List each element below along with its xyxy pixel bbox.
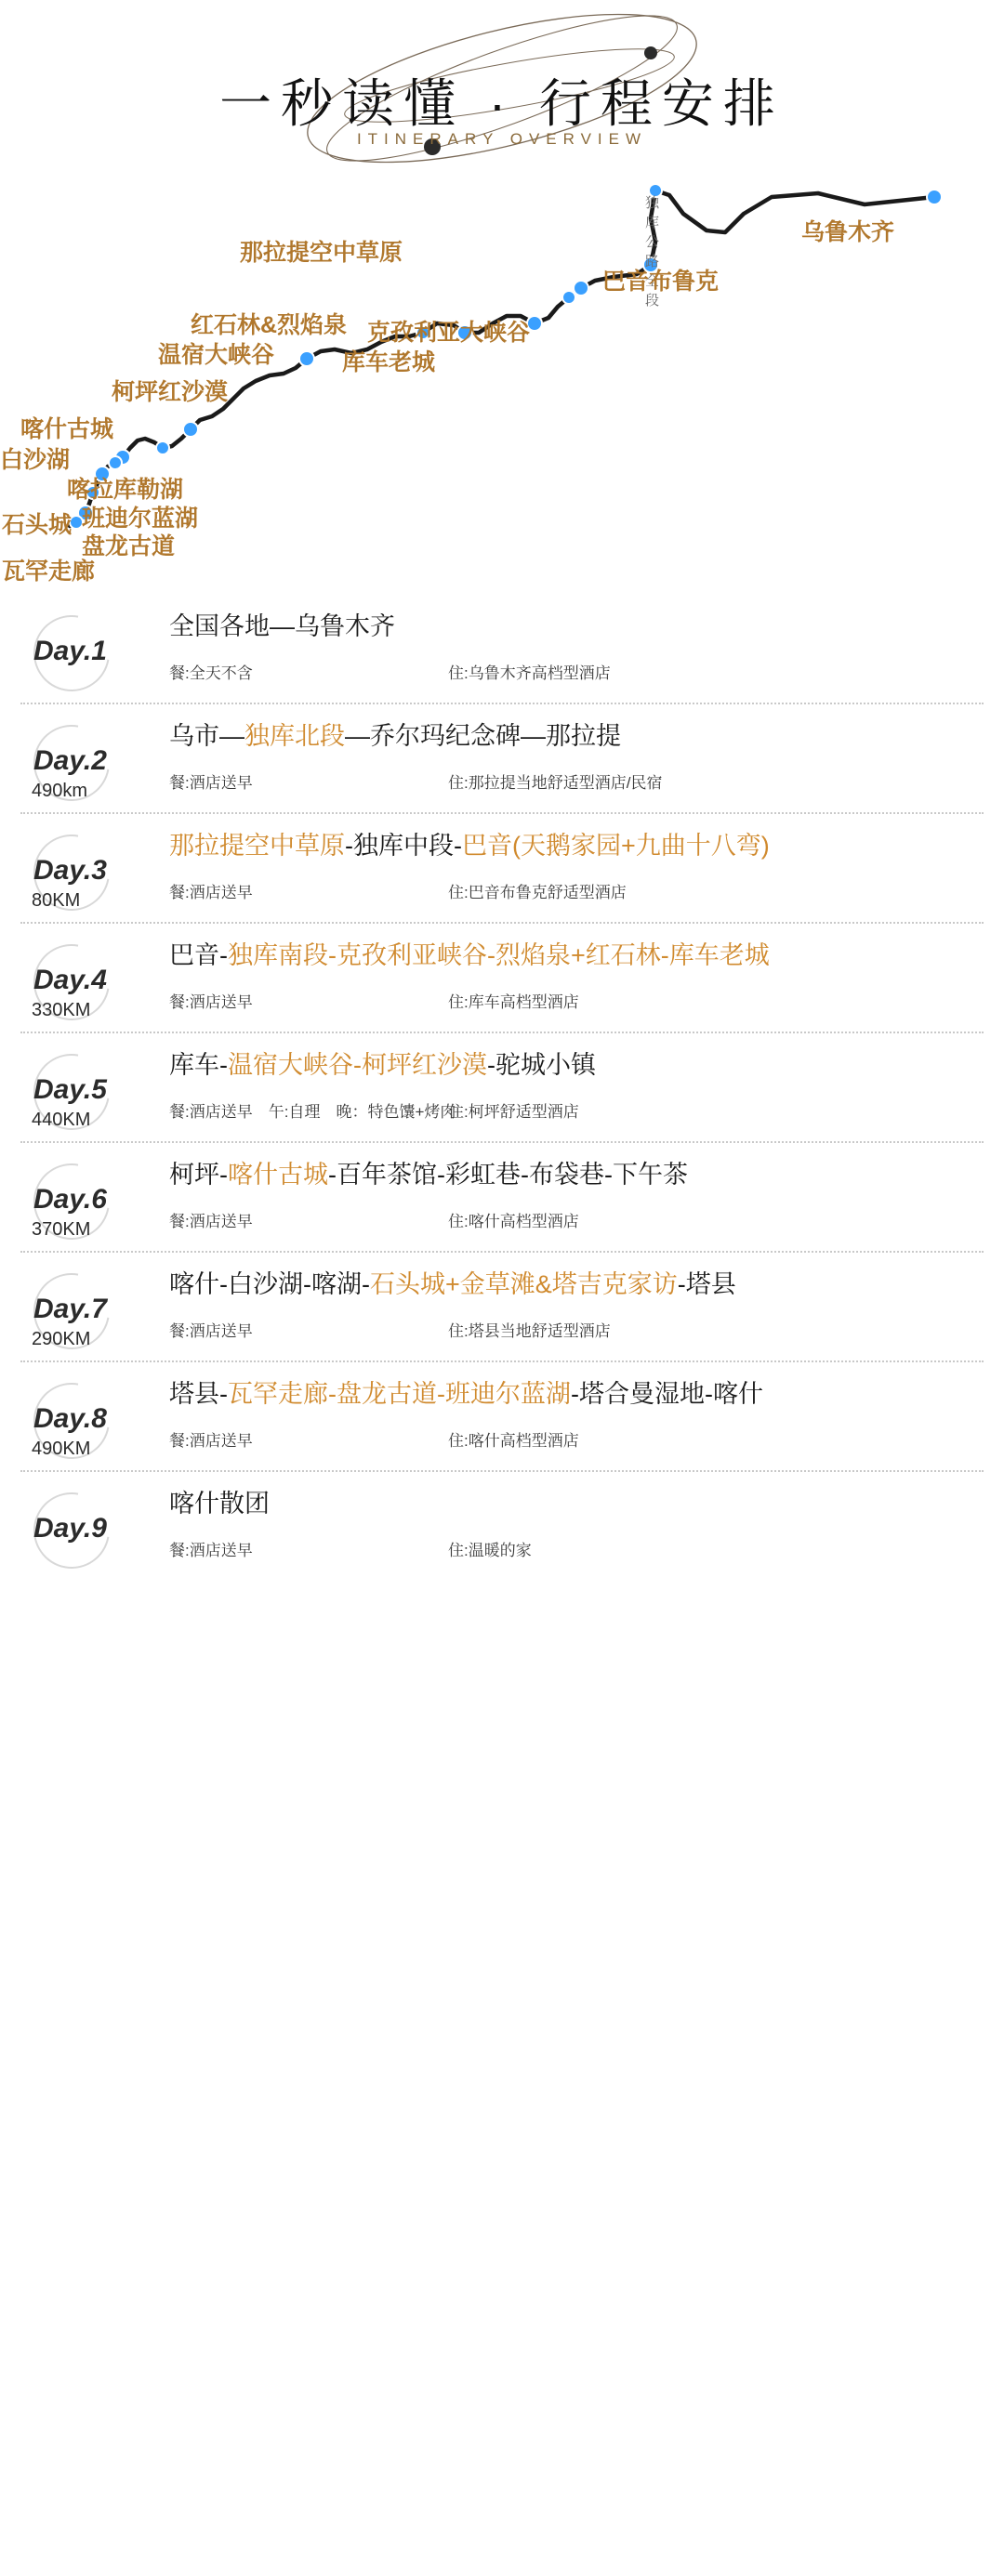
day-badge bbox=[28, 1271, 158, 1349]
day-stay: 住:喀什高档型酒店 bbox=[448, 1212, 579, 1230]
day-badge bbox=[28, 1381, 158, 1459]
route-seg-highlight: 那拉提空中草原 bbox=[169, 832, 345, 860]
page-title: 一秒读懂 · 行程安排 bbox=[219, 74, 785, 133]
day-footer bbox=[169, 1098, 984, 1121]
day-badge bbox=[28, 723, 158, 801]
day-distance: 440KM bbox=[32, 1110, 91, 1130]
day-number: Day.4 bbox=[33, 965, 107, 995]
day-stay: 住:塔县当地舒适型酒店 bbox=[448, 1321, 611, 1340]
map-label-karakul: 喀拉库勒湖 bbox=[67, 477, 184, 503]
route-seg: 喀什-白沙湖-喀湖- bbox=[169, 1270, 370, 1298]
map-label-panlong: 盘龙古道 bbox=[82, 533, 176, 559]
itinerary-day-9 bbox=[20, 1472, 984, 1582]
map-label-bayinbuluke: 巴音布鲁克 bbox=[602, 269, 720, 295]
route-seg-highlight: 温宿大峡谷-柯坪红沙漠 bbox=[228, 1051, 487, 1079]
map-label-kashgar: 喀什古城 bbox=[20, 416, 114, 442]
day-number: Day.8 bbox=[33, 1403, 107, 1434]
route-seg: 塔县- bbox=[169, 1380, 228, 1408]
day-number: Day.9 bbox=[33, 1513, 107, 1544]
day-footer bbox=[169, 1318, 984, 1340]
day-badge bbox=[28, 613, 158, 691]
route-seg: —乔尔玛纪念碑—那拉提 bbox=[345, 722, 621, 750]
day-badge bbox=[28, 942, 158, 1020]
page-subtitle-wrap bbox=[0, 130, 1004, 149]
day-stay: 住:巴音布鲁克舒适型酒店 bbox=[448, 883, 627, 901]
day-number: Day.6 bbox=[33, 1184, 107, 1215]
day-stay: 住:喀什高档型酒店 bbox=[448, 1431, 579, 1450]
day-distance: 370KM bbox=[32, 1219, 91, 1240]
itinerary-day-2 bbox=[20, 704, 984, 814]
map-label-hongshilin: 红石林&烈焰泉 bbox=[191, 312, 348, 338]
map-label-bandier: 班迪尔蓝湖 bbox=[82, 506, 199, 532]
map-label-kuche: 库车老城 bbox=[342, 349, 436, 375]
day-number: Day.3 bbox=[33, 855, 107, 886]
day-route bbox=[169, 1050, 984, 1082]
day-route bbox=[169, 831, 984, 862]
day-meal: 餐:酒店送早 bbox=[169, 992, 253, 1011]
map-label-keping: 柯坪红沙漠 bbox=[112, 379, 229, 405]
day-meal: 餐:全天不含 bbox=[169, 664, 253, 682]
map-label-urumqi: 乌鲁木齐 bbox=[801, 219, 895, 245]
day-meal: 餐:酒店送早 bbox=[169, 1541, 253, 1559]
route-seg: -百年茶馆-彩虹巷-布袋巷-下午茶 bbox=[328, 1161, 688, 1189]
day-route bbox=[169, 611, 984, 643]
route-map bbox=[0, 177, 1004, 585]
day-stay: 住:乌鲁木齐高档型酒店 bbox=[448, 664, 611, 682]
day-footer bbox=[169, 989, 984, 1011]
itinerary-day-3 bbox=[20, 814, 984, 924]
day-distance: 330KM bbox=[32, 1000, 91, 1020]
page-subtitle: ITINERARY OVERVIEW bbox=[356, 130, 648, 148]
route-seg: 乌市— bbox=[169, 722, 244, 750]
day-meal: 餐:酒店送早 bbox=[169, 1321, 253, 1340]
itinerary-day-7 bbox=[20, 1253, 984, 1362]
day-footer bbox=[169, 1537, 984, 1559]
route-seg-highlight: 巴音(天鹅家园+九曲十八弯) bbox=[461, 832, 770, 860]
map-label-keziliya: 克孜利亚大峡谷 bbox=[367, 320, 531, 346]
day-route bbox=[169, 1160, 984, 1191]
day-distance: 290KM bbox=[32, 1329, 91, 1349]
day-route bbox=[169, 940, 984, 972]
day-number: Day.7 bbox=[33, 1294, 107, 1324]
map-label-nalati: 那拉提空中草原 bbox=[240, 240, 403, 266]
route-seg: 库车- bbox=[169, 1051, 228, 1079]
map-vertical-label: 独库公路全段 bbox=[643, 195, 659, 312]
route-seg: -塔合曼湿地-喀什 bbox=[570, 1380, 763, 1408]
day-stay: 住:温暖的家 bbox=[448, 1541, 532, 1559]
day-footer bbox=[169, 1208, 984, 1230]
day-footer bbox=[169, 1427, 984, 1450]
map-label-wahan: 瓦罕走廊 bbox=[2, 559, 96, 585]
route-seg-highlight: 瓦罕走廊-盘龙古道-班迪尔蓝湖 bbox=[228, 1380, 571, 1408]
day-meal: 餐:酒店送早 bbox=[169, 1212, 253, 1230]
route-seg: 喀什散团 bbox=[169, 1490, 270, 1518]
route-seg: -塔县 bbox=[677, 1270, 736, 1298]
day-distance: 490KM bbox=[32, 1439, 91, 1459]
itinerary-list bbox=[0, 595, 1004, 1582]
route-seg: -独库中段- bbox=[345, 832, 462, 860]
itinerary-day-8 bbox=[20, 1362, 984, 1472]
day-badge bbox=[28, 833, 158, 911]
day-distance: 490km bbox=[32, 781, 88, 801]
route-seg: -驼城小镇 bbox=[487, 1051, 596, 1079]
map-label-baishahu: 白沙湖 bbox=[0, 447, 71, 473]
route-seg: 全国各地—乌鲁木齐 bbox=[169, 612, 395, 640]
day-badge bbox=[28, 1052, 158, 1130]
route-seg-highlight: 独库北段 bbox=[244, 722, 345, 750]
day-footer bbox=[169, 879, 984, 901]
map-label-wensu: 温宿大峡谷 bbox=[158, 342, 275, 368]
day-footer bbox=[169, 660, 984, 682]
day-stay: 住:柯坪舒适型酒店 bbox=[448, 1102, 579, 1121]
day-footer bbox=[169, 769, 984, 792]
day-number: Day.1 bbox=[33, 636, 107, 666]
day-number: Day.5 bbox=[33, 1074, 107, 1105]
day-badge bbox=[28, 1491, 158, 1569]
itinerary-day-5 bbox=[20, 1033, 984, 1143]
route-seg-highlight: 石头城+金草滩&塔吉克家访 bbox=[369, 1270, 678, 1298]
itinerary-day-1 bbox=[20, 595, 984, 704]
day-meal: 餐:酒店送早 bbox=[169, 1431, 253, 1450]
header bbox=[0, 0, 1004, 186]
day-distance: 80KM bbox=[32, 890, 81, 911]
map-label-shitoucheng: 石头城 bbox=[2, 512, 73, 538]
route-seg-highlight: 独库南段-克孜利亚峡谷-烈焰泉+红石林-库车老城 bbox=[228, 941, 770, 969]
day-route bbox=[169, 1489, 984, 1520]
day-meal: 餐:酒店送早 午:自理 晚：特色馕+烤肉 bbox=[169, 1102, 456, 1121]
day-route bbox=[169, 721, 984, 753]
day-meal: 餐:酒店送早 bbox=[169, 883, 253, 901]
itinerary-day-4 bbox=[20, 924, 984, 1033]
route-seg-highlight: 喀什古城 bbox=[228, 1161, 328, 1189]
day-route bbox=[169, 1379, 984, 1411]
day-meal: 餐:酒店送早 bbox=[169, 773, 253, 792]
day-badge bbox=[28, 1162, 158, 1240]
route-seg: 巴音- bbox=[169, 941, 228, 969]
day-stay: 住:那拉提当地舒适型酒店/民宿 bbox=[448, 773, 663, 792]
day-stay: 住:库车高档型酒店 bbox=[448, 992, 579, 1011]
day-number: Day.2 bbox=[33, 745, 107, 776]
itinerary-day-6 bbox=[20, 1143, 984, 1253]
day-route bbox=[169, 1269, 984, 1301]
route-seg: 柯坪- bbox=[169, 1161, 228, 1189]
